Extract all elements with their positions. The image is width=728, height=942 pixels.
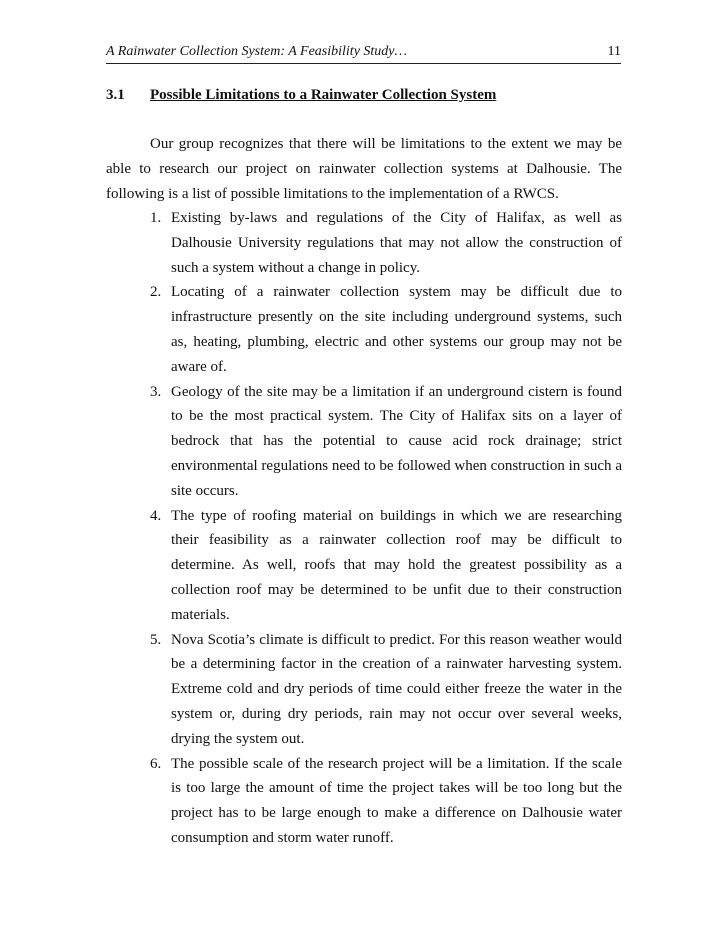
list-item-text: The type of roofing material on buildings in which we are researching their feasibility as a rainwater collection roof may be difficult to determine. As well, roofs that may hold the greatest possibility as a collection roof may be determined to be unfit due to their construction materials. xyxy=(171,507,622,623)
section-title: Possible Limitations to a Rainwater Collection System xyxy=(150,87,497,103)
list-item-text: Locating of a rainwater collection system may be difficult due to infrastructure presently on the site including underground systems, such as, heating, plumbing, electric and other systems our group may not be aware of. xyxy=(171,284,622,375)
list-item xyxy=(150,380,622,504)
page-number: 11 xyxy=(607,44,621,59)
running-header xyxy=(106,42,621,64)
list-item-text: Geology of the site may be a limitation if an underground cistern is found to be the most practical system. The City of Halifax sits on a layer of bedrock that has the potential to cause acid rock drainage; strict environmental regulations need to be followed when construction in such a site occurs. xyxy=(171,383,622,499)
list-item-number: 5. xyxy=(150,631,162,648)
list-item-number: 2. xyxy=(150,284,162,301)
list-item xyxy=(150,206,622,280)
list-item-text: Existing by-laws and regulations of the City of Halifax, as well as Dalhousie University regulations that may not allow the construction of such a system without a change in policy. xyxy=(171,210,622,276)
list-item xyxy=(150,504,622,628)
limitations-list xyxy=(150,206,622,851)
intro-paragraph: Our group recognizes that there will be limitations to the extent we may be able to research our project on rainwater collection systems at Dalhousie. The following is a list of possible limitations to the implementation of a RWCS. xyxy=(106,136,622,202)
list-item-number: 1. xyxy=(150,210,162,226)
list-item-number: 6. xyxy=(150,755,162,772)
list-item-text: Nova Scotia’s climate is difficult to predict. For this reason weather would be a determining factor in the creation of a rainwater harvesting system. Extreme cold and dry periods of time could either freeze the water in the system or, during dry periods, rain may not occur over several weeks, drying the system out. xyxy=(171,631,622,747)
list-item xyxy=(150,280,622,379)
list-item xyxy=(150,752,622,851)
running-header-title: A Rainwater Collection System: A Feasibility Study… xyxy=(106,44,407,59)
list-item-number: 3. xyxy=(150,383,162,400)
list-item xyxy=(150,628,622,752)
section-number: 3.1 xyxy=(106,87,125,103)
list-item-text: The possible scale of the research project will be a limitation. If the scale is too large the amount of time the project takes will be too long but the project has to be large enough to make a difference on Dalhousie water consumption and storm water runoff. xyxy=(171,755,622,846)
list-item-number: 4. xyxy=(150,507,162,524)
